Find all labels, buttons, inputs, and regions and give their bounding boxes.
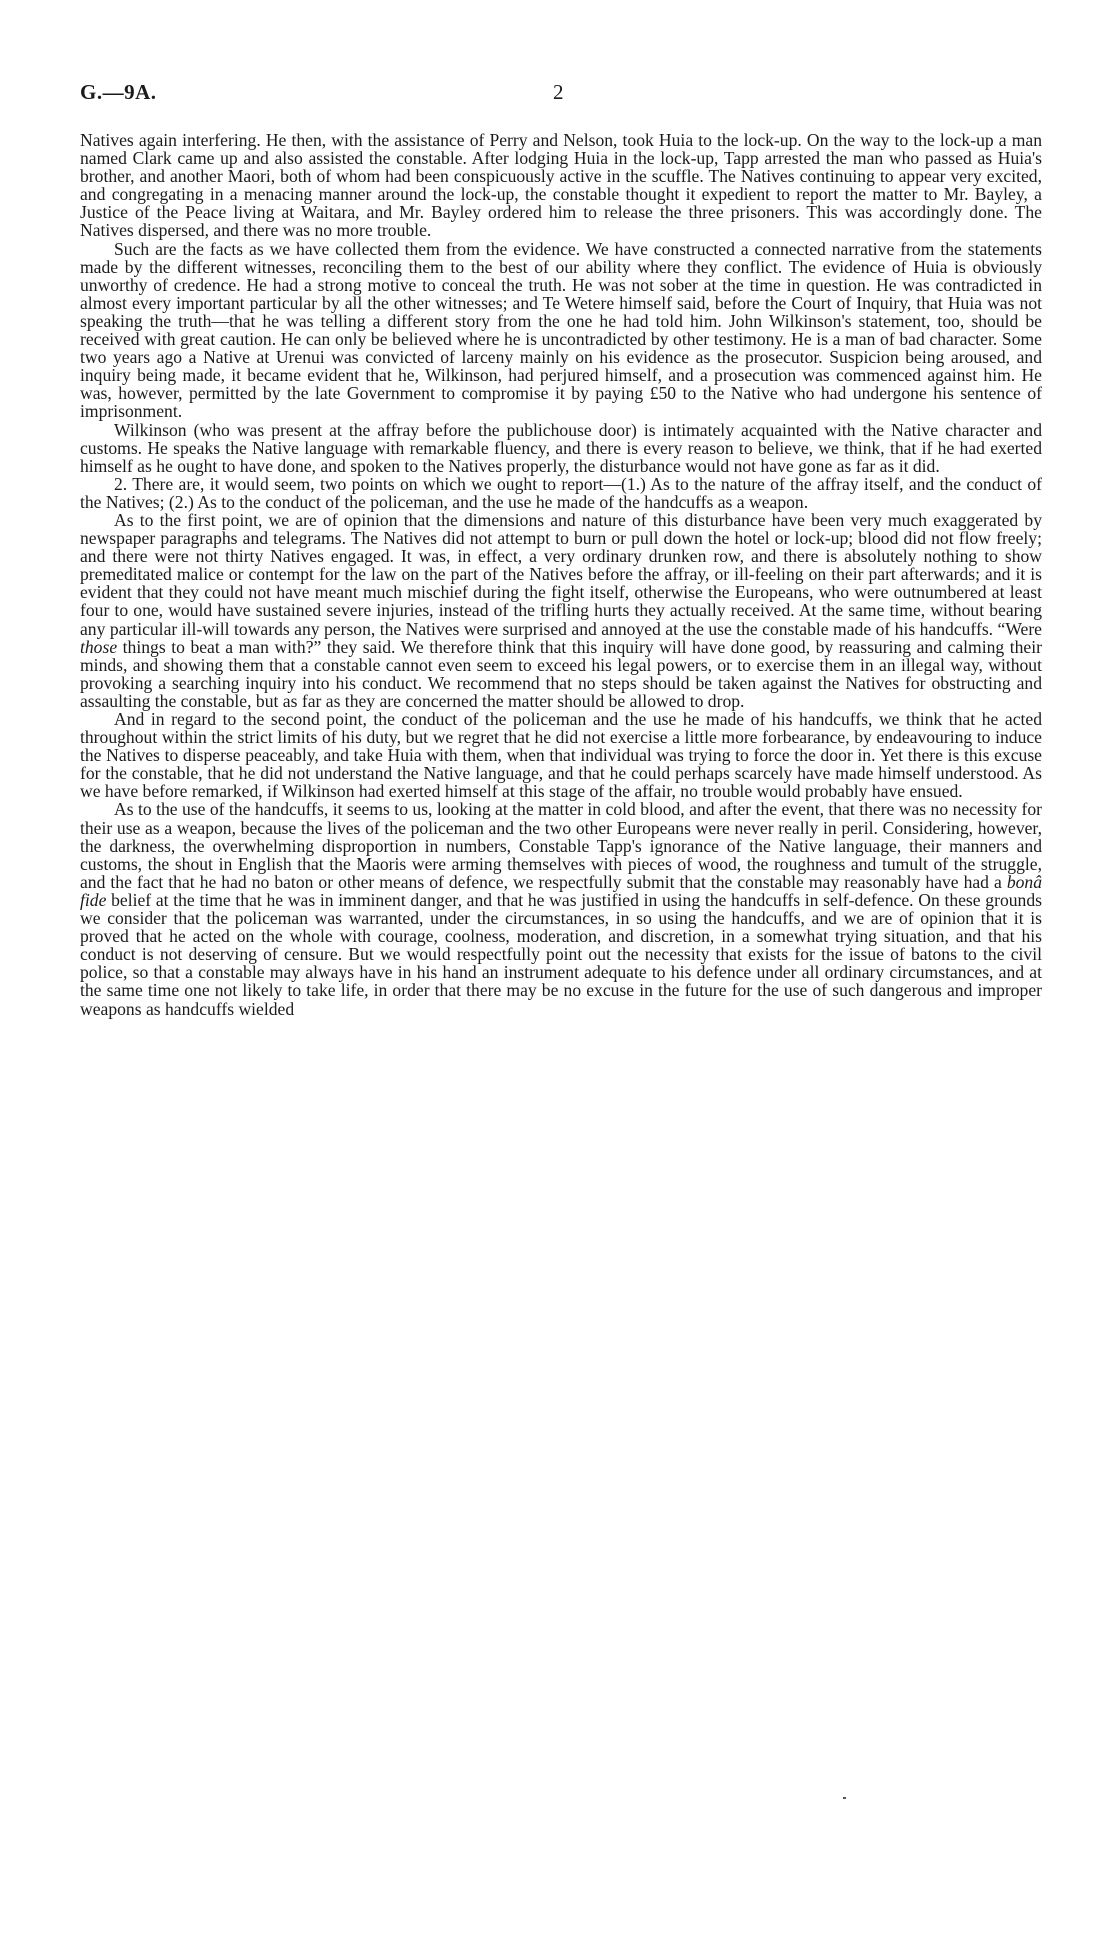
stray-mark xyxy=(843,1797,846,1799)
paragraph-text: Such are the facts as we have collected them from the evidence. We have constructed a connected narrative from the statements made by the different witnesses, reconciling them to the best of our ability where they conflict. The evidence of Huia is obviously unworthy of credence. He had a strong motive to conceal the truth. He was not sober at the time in question. He was contradicted in almost every important particular by all the other witnesses; and Te Wetere himself said, before the Court of Inquiry, that Huia was not speaking the truth—that he was telling a different story from the one he had told him. John Wilkinson's statement, too, should be received with great caution. He can only be believed where he is uncontradicted by other testimony. He is a man of bad character. Some two years ago a Native at Urenui was convicted of larceny mainly on his evidence as the prosecutor. Suspicion being aroused, and inquiry being made, it became evident that he, Wilkinson, had perjured himself, and a prosecution was commenced against him. He was, however, permitted by the late Government to compromise it by paying £50 to the Native who had undergone his sentence of imprisonment. xyxy=(80,238,1042,422)
paragraph-text: Natives again interfering. He then, with the assistance of Perry and Nelson, took Huia to the lock-up. On the way to the lock-up a man named Clark came up and also assisted the constable. After lodging Huia in the lock-up, Tapp arrested the man who passed as Huia's brother, and another Maori, both of whom had been conspicuously active in the scuffle. The Natives continuing to appear very excited, and congregating in a menacing manner around the lock-up, the constable thought it expedient to report the matter to Mr. Bayley, a Justice of the Peace living at Waitara, and Mr. Bayley ordered him to release the three prisoners. This was accordingly done. The Natives dispersed, and there was no more trouble. xyxy=(80,130,1042,241)
paragraph xyxy=(80,240,1042,421)
paragraph xyxy=(80,511,1042,710)
paragraph xyxy=(80,475,1042,511)
paragraph xyxy=(80,421,1042,475)
paragraph-text: As to the first point, we are of opinion that the dimensions and nature of this disturbance have been very much exaggerated by newspaper paragraphs and telegrams. The Natives did not attempt to burn or pull down the hotel or lock-up; blood did not flow freely; and there were not thirty Natives engaged. It was, in effect, a very ordinary drunken row, and there is absolutely nothing to show premeditated malice or contempt for the law on the part of the Natives before the affray, or ill-feeling on their part afterwards; and it is evident that they could not have meant much mischief during the fight itself, otherwise the Europeans, who were outnumbered at least four to one, would have sustained severe injuries, instead of the trifling hurts they actually received. At the same time, without bearing any particular ill-will towards any person, the Natives were surprised and annoyed at the use the constable made of his handcuffs. “Were xyxy=(80,509,1042,639)
italic-text: those xyxy=(80,636,118,657)
paragraph xyxy=(80,131,1042,240)
paragraph-text: belief at the time that he was in imminent danger, and that he was justified in using the handcuffs in self-defence. On these grounds we consider that the policeman was warranted, under the circumstances, in so using the handcuffs, and we are of opinion that it is proved that he acted on the whole with courage, coolness, moderation, and discretion, in a somewhat trying situation, and that his conduct is not deserving of censure. But we would respectfully point out the necessity that exists for the issue of batons to the civil police, so that a constable may always have in his hand an instrument adequate to his defence under all ordinary circumstances, and at the same time one not likely to take life, in order that there may be no excuse in the future for the use of such dangerous and improper weapons as handcuffs wielded xyxy=(80,889,1042,1019)
series-reference: G.—9A. xyxy=(80,80,157,104)
body-text xyxy=(80,131,1042,1018)
paragraph-text: things to beat a man with?” they said. We therefore think that this inquiry will have done good, by reassuring and calming their minds, and showing them that a constable cannot even seem to exceed his legal powers, or to exercise them in an illegal way, without provoking a searching inquiry into his conduct. We recommend that no steps should be taken against the Natives for obstructing and assaulting the constable, but as far as they are concerned the matter should be allowed to drop. xyxy=(80,636,1042,711)
italic-text: bonâ fide xyxy=(80,871,1042,910)
paragraph xyxy=(80,800,1042,1017)
paragraph-text: Wilkinson (who was present at the affray before the publichouse door) is intimately acquainted with the Native character and customs. He speaks the Native language with remarkable fluency, and there is every reason to believe, we think, that if he had exerted himself as he ought to have done, and spoken to the Natives properly, the disturbance would not have gone as far as it did. xyxy=(80,419,1042,476)
page-number: 2 xyxy=(553,80,564,104)
paragraph-text: And in regard to the second point, the conduct of the policeman and the use he made of his handcuffs, we think that he acted throughout within the strict limits of his duty, but we regret that he did not exercise a little more forbearance, by endeavouring to induce the Natives to disperse peaceably, and take Huia with them, when that individual was trying to force the door in. Yet there is this excuse for the constable, that he did not understand the Native language, and that he could perhaps scarcely have made himself understood. As we have before remarked, if Wilkinson had exerted himself at this stage of the affair, no trouble would probably have ensued. xyxy=(80,709,1042,802)
paragraph-text: 2. There are, it would seem, two points on which we ought to report—(1.) As to the nature of the affray itself, and the conduct of the Natives; (2.) As to the conduct of the policeman, and the use he made of the handcuffs as a weapon. xyxy=(80,473,1042,512)
paragraph xyxy=(80,710,1042,800)
page-header xyxy=(80,80,1040,110)
paragraph-text: As to the use of the handcuffs, it seems to us, looking at the matter in cold blood, and after the event, that there was no necessity for their use as a weapon, because the lives of the policeman and the two other Europeans were never really in peril. Considering, however, the darkness, the overwhelming disproportion in numbers, Constable Tapp's ignorance of the Native language, their manners and customs, the shout in English that the Maoris were arming themselves with pieces of wood, the roughness and tumult of the struggle, and the fact that he had no baton or other means of defence, we respectfully submit that the constable may reasonably have had a xyxy=(80,799,1042,892)
